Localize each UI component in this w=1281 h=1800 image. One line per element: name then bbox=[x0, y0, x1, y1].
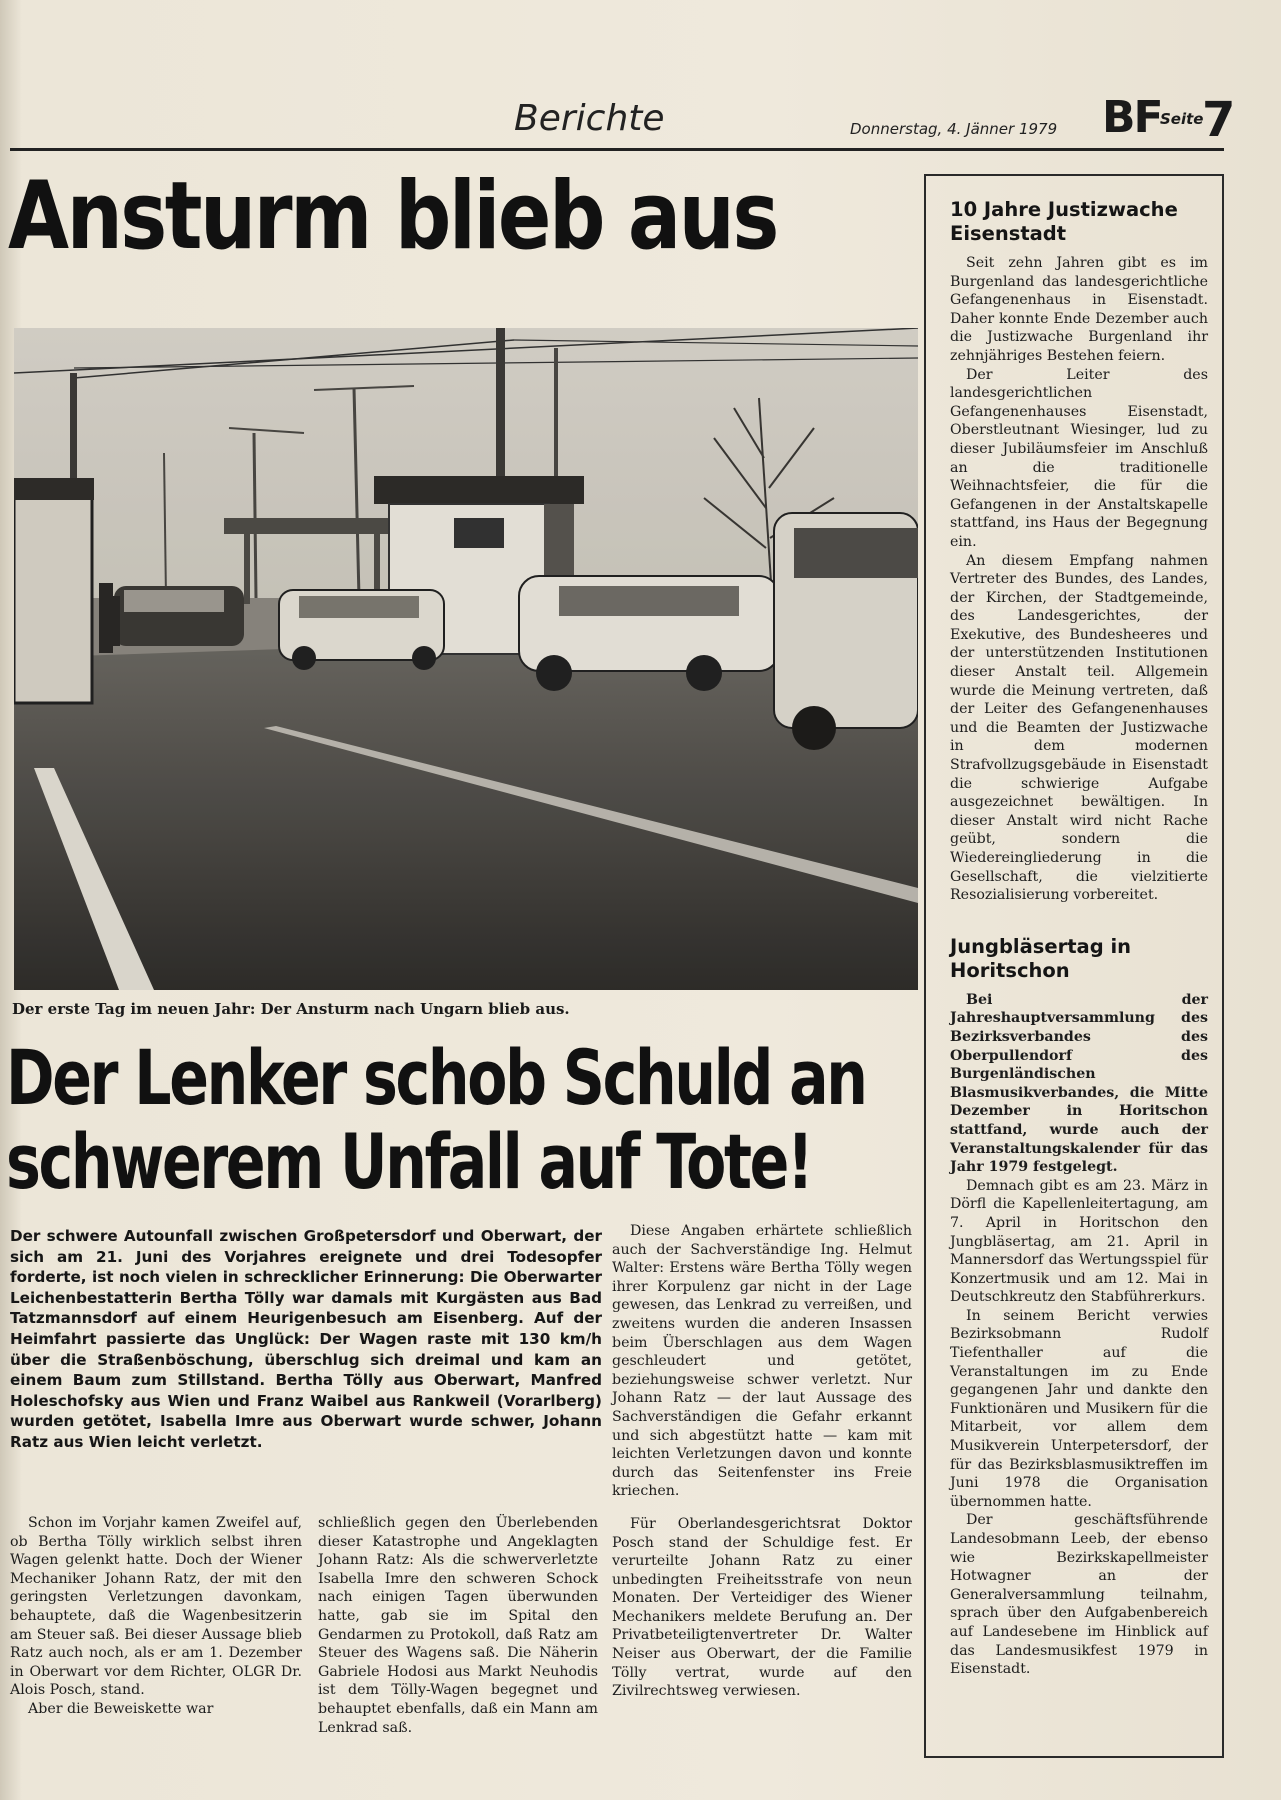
sidebar-title-jungblaesertag: Jungbläsertag in Horitschon bbox=[950, 934, 1132, 982]
article-column-3 bbox=[612, 1222, 912, 1701]
article-paragraph: Diese Angaben erhärtete schließlich auch der Sachverständige Ing. Helmut Walter: Erstens wäre Bertha Tölly wegen ihrer Korpulenz gar nicht in der Lage gewesen, das Lenkrad zu verreißen, und zweitens wurden die anderen Insassen beim Überschlagen aus dem Wagen geschleudert und getötet, beziehungsweise schwer verletzt. Nur Johann Ratz — der laut Aussage des Sachverständigen die Gefahr erkannt und sich abgestützt hatte — kam mit leichten Verletzungen davon und konnte durch das Seitenfenster ins Freie kriechen. bbox=[612, 1223, 912, 1500]
sidebar-article-jungblaesertag bbox=[950, 991, 1208, 1679]
page-header bbox=[12, 92, 1236, 148]
article-paragraph: Aber die Beweiskette war bbox=[28, 1700, 214, 1717]
sidebar-paragraph: Der geschäftsführende Landesobmann Leeb, der ebenso wie Bezirkskapellmeister Hotwagner an der Generalversammlung teilnahm, sprach über den Aufgabenbereich auf Landesebene im Hinblick auf das Landesmusikfest 1979 in Eisenstadt. bbox=[950, 1512, 1208, 1678]
border-crossing-photo bbox=[14, 328, 918, 990]
sidebar-title-justizwache: 10 Jahre Justizwache Eisenstadt bbox=[950, 198, 1178, 245]
sidebar-paragraph: An diesem Empfang nahmen Vertreter des Bundes, des Landes, der Kirchen, der Stadtgemeinde, des Landesgerichtes, der Exekutive, des Bundesheeres und der unterstützenden Institutionen dieser Anstalt teil. Allgemein wurde die Meinung vertreten, daß der Leiter des Gefangenenhauses und die Beamten der Justizwache in dem modernen Strafvollzugsgebäude in Eisenstadt die schwierige Aufgabe ausgezeichnet bewältigen. In dieser Anstalt wird nicht Rache geübt, sondern die Wiedereingliederung in die Gesellschaft, die vielzitierte Resozialisierung vorbereitet. bbox=[950, 552, 1208, 904]
sidebar-lead: Bei der Jahreshauptversammlung des Bezirksverbandes des Oberpullendorf des Burgenländischen Blasmusikverbandes, die Mitte Dezember in Horitschon stattfand, wurde auch der Veranstaltungskalender für das Jahr 1979 festgelegt. bbox=[950, 991, 1208, 1176]
headline-main-line2: schwerem Unfall auf Tote! bbox=[6, 1117, 812, 1206]
article-paragraph: Für Oberlandesgerichtsrat Doktor Posch stand der Schuldige fest. Er verurteilte Johann Ratz zu einer unbedingten Freiheitsstrafe von neun Monaten. Der Verteidiger des Wiener Mechanikers meldete Berufung an. Der Privatbeteiligtenvertreter Dr. Walter Neiser aus Oberwart, der die Familie Tölly vertrat, wurde auf den Zivilrechtsweg verwiesen. bbox=[612, 1515, 912, 1700]
page-number: 7 bbox=[1202, 92, 1236, 148]
logo-text: BF bbox=[1102, 92, 1162, 143]
article-paragraph: Schon im Vorjahr kamen Zweifel auf, ob Bertha Tölly wirklich selbst ihren Wagen gelenkt hatte. Doch der Wiener Mechaniker Johann Ratz, der mit den geringsten Verletzungen davonkam, behauptete, daß die Wagenbesitzerin am Steuer saß. Bei dieser Aussage blieb Ratz auch noch, als er am 1. Dezember in Oberwart vor dem Richter, OLGR Dr. Alois Posch, stand. bbox=[10, 1515, 302, 1699]
headline-main-line1: Der Lenker schob Schuld an bbox=[6, 1033, 866, 1122]
article-lead: Der schwere Autounfall zwischen Großpetersdorf und Oberwart, der sich am 21. Juni des Vorjahres ereignete und drei Todesopfer forderte, ist noch vielen in schrecklicher Erinnerung: Die Oberwarter Leichenbestatterin Bertha Tölly war damals mit Kurgästen aus Bad Tatzmannsdorf auf einem Heurigenbesuch am Eisenberg. Auf der Heimfahrt passierte das Unglück: Der Wagen raste mit 130 km/h über die Straßenböschung, überschlug sich dreimal und kam an einem Baum zum Stillstand. Bertha Tölly aus Oberwart, Manfred Holeschofsky aus Wien und Franz Waibel aus Rankweil (Vorarlberg) wurden getötet, Isabella Imre aus Oberwart wurde schwer, Johann Ratz aus Wien leicht verletzt. bbox=[10, 1227, 602, 1451]
sidebar-spacer bbox=[950, 905, 1208, 935]
newspaper-logo bbox=[1102, 92, 1236, 148]
section-label: Berichte bbox=[514, 98, 665, 139]
header-divider bbox=[10, 148, 1224, 151]
sidebar-news-box bbox=[924, 174, 1224, 1758]
headline-top: Ansturm blieb aus bbox=[8, 162, 777, 271]
page-label: Seite bbox=[1160, 110, 1204, 128]
article-column-1 bbox=[10, 1514, 302, 1719]
sidebar-paragraph: In seinem Bericht verwies Bezirksobmann Rudolf Tiefenthaller auf die Veranstaltungen im zu Ende gegangenen Jahr und dankte den Funktionären und Musikern für die Mitarbeit, vor allem dem Musikverein Unterpetersdorf, der für das Bezirksblasmusiktreffen im Juni 1978 die Organisation übernommen hatte. bbox=[950, 1307, 1208, 1510]
sidebar-paragraph: Seit zehn Jahren gibt es im Burgenland das landesgerichtliche Gefangenenhaus in Eisenstadt. Daher konnte Ende Dezember auch die Justizwache Burgenland ihr zehnjähriges Bestehen feiern. bbox=[950, 255, 1208, 364]
article-column-2 bbox=[318, 1514, 598, 1737]
sidebar-paragraph: Der Leiter des landesgerichtlichen Gefangenenhauses Eisenstadt, Oberstleutnant Wiesinger, lud zu dieser Jubiläumsfeier im Anschluß an die traditionelle Weihnachtsfeier, die für die Gefangenen in der Anstaltskapelle stattfand, ins Haus der Begegnung ein. bbox=[950, 366, 1208, 550]
issue-date: Donnerstag, 4. Jänner 1979 bbox=[850, 120, 1058, 138]
sidebar-article-justizwache bbox=[950, 254, 1208, 905]
article-paragraph: schließlich gegen den Überlebenden dieser Katastrophe und Angeklagten Johann Ratz: Als die schwerverletzte Isabella Imre den schweren Schock nach einigen Tagen überwunden hatte, gab sie im Spital den Gendarmen zu Protokoll, daß Ratz am Steuer des Wagens saß. Die Näherin Gabriele Hodosi aus Markt Neuhodis ist dem Tölly-Wagen begegnet und behauptet ebenfalls, daß ein Mann am Lenkrad saß. bbox=[318, 1515, 598, 1736]
photo-caption: Der erste Tag im neuen Jahr: Der Ansturm nach Ungarn blieb aus. bbox=[12, 1000, 570, 1018]
sidebar-paragraph: Demnach gibt es am 23. März in Dörfl die Kapellenleitertagung, am 7. April in Horitschon den Jungbläsertag, am 21. April in Mannersdorf das Wertungsspiel für Konzertmusik und am 12. Mai in Deutschkreutz den Stabführerkurs. bbox=[950, 1177, 1208, 1306]
